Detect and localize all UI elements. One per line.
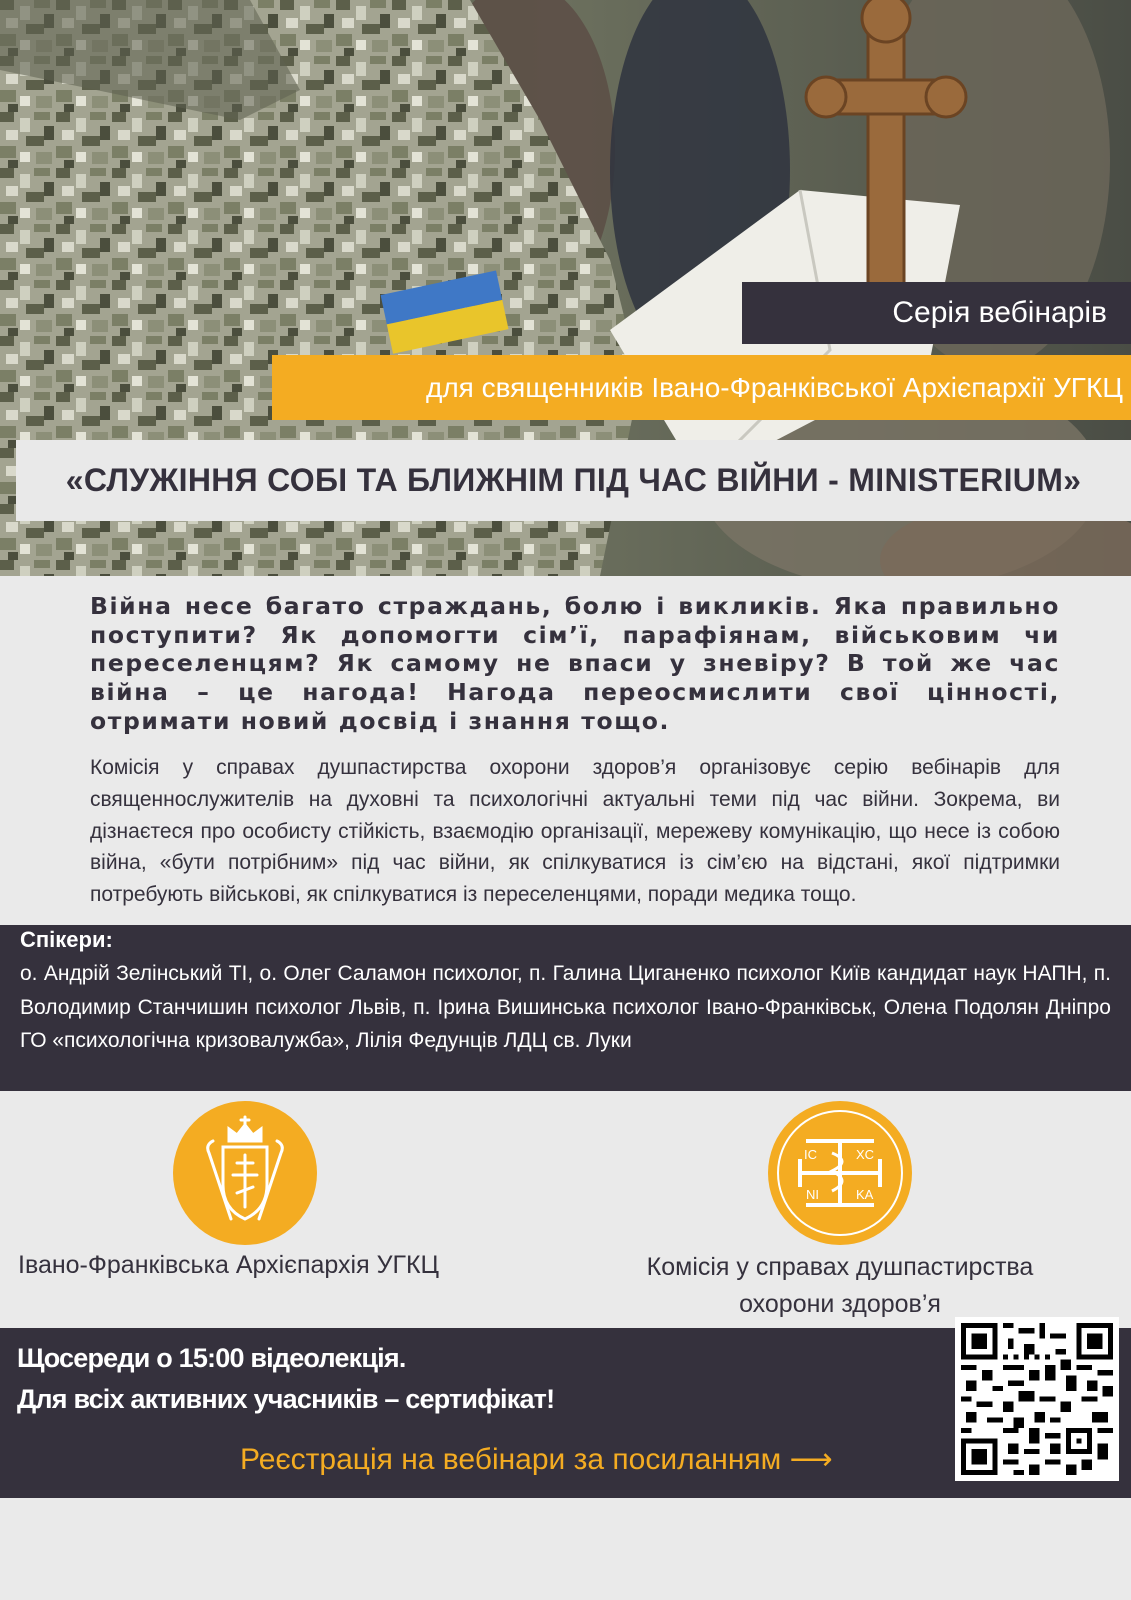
health-commission-name [590,1249,1090,1323]
logo-letters-ni: NI [806,1187,819,1202]
health-commission-name-line2: охорони здоров’я [739,1290,941,1318]
hero-section [0,0,1131,576]
schedule-text: Щосереди о 15:00 відеолекція. [17,1343,406,1373]
audience-banner [272,355,1131,420]
speakers-section [0,925,1131,1091]
archeparchy-name: Івано-Франківська Архієпархія УГКЦ [18,1251,440,1279]
health-commission-logo [768,1101,912,1245]
qr-code-icon [961,1323,1113,1475]
archeparchy-coat-of-arms-icon [173,1101,317,1245]
certificate-text: Для всіх активних учасників – сертифікат! [17,1384,555,1414]
lead-paragraph: Війна несе багато страждань, болю і викликів. Яка правильно поступити? Як допомогти сім’ї, парафіянам, військовим чи переселенцям? Як самому не впаси у зневіру? В той же час війна – це нагода! Нагода переосмислити свої цінності, отримати новий досвід і знання тощо. [90,592,1060,735]
logo-letters-ic: IC [804,1147,817,1162]
registration-qr-code[interactable] [955,1317,1119,1481]
series-label-banner [742,282,1131,344]
audience-label: для священників Івано-Франківської Архієпархії УГКЦ [426,371,1123,403]
logo-letters-xc: XC [856,1147,875,1162]
series-label: Серія вебінарів [892,296,1107,329]
organizers-section [0,1091,1131,1328]
description-paragraph: Комісія у справах душпастирства охорони здоров’я організовує серію вебінарів для священнослужителів на духовні та психологічні актуальні теми під час війни. Зокрема, ви дізнаєтеся про особисту стійкість, взаємодію організації, мережеву комунікацію, що несе із собою війна, «бути потрібним» під час війни, як спілкуватися із сім’єю на відстані, якої підтримки потребують військові, як спілкуватися із переселенцями, поради медика тощо. [90,756,1060,907]
speakers-heading: Спікери: [20,927,113,952]
webinar-title-banner [16,440,1131,521]
page-bottom-space [0,1498,1131,1600]
intro-section [0,576,1131,925]
ic-xc-nika-medical-cross-icon [768,1101,912,1245]
archeparchy-logo [173,1101,317,1245]
logo-letters-ka: KA [856,1187,874,1202]
speakers-list: о. Андрій Зелінський ТІ, о. Олег Саламон психолог, п. Галина Циганенко психолог Київ кандидат наук НАПН, п. Володимир Станчишин психолог Львів, п. Ірина Вишинська психолог Івано-Франківськ, Олена Подолян Дніпро ГО «психологічна кризовалужба», Лілія Федунців ЛДЦ св. Луки [20,962,1111,1052]
webinar-title: «СЛУЖІННЯ СОБІ ТА БЛИЖНІМ ПІД ЧАС ВІЙНИ - MINISTERIUM» [65,462,1082,498]
registration-link[interactable]: Реєстрація на вебінари за посиланням ⟶ [240,1443,833,1476]
schedule-block [17,1338,554,1420]
health-commission-name-line1: Комісія у справах душпастирства [646,1253,1034,1281]
